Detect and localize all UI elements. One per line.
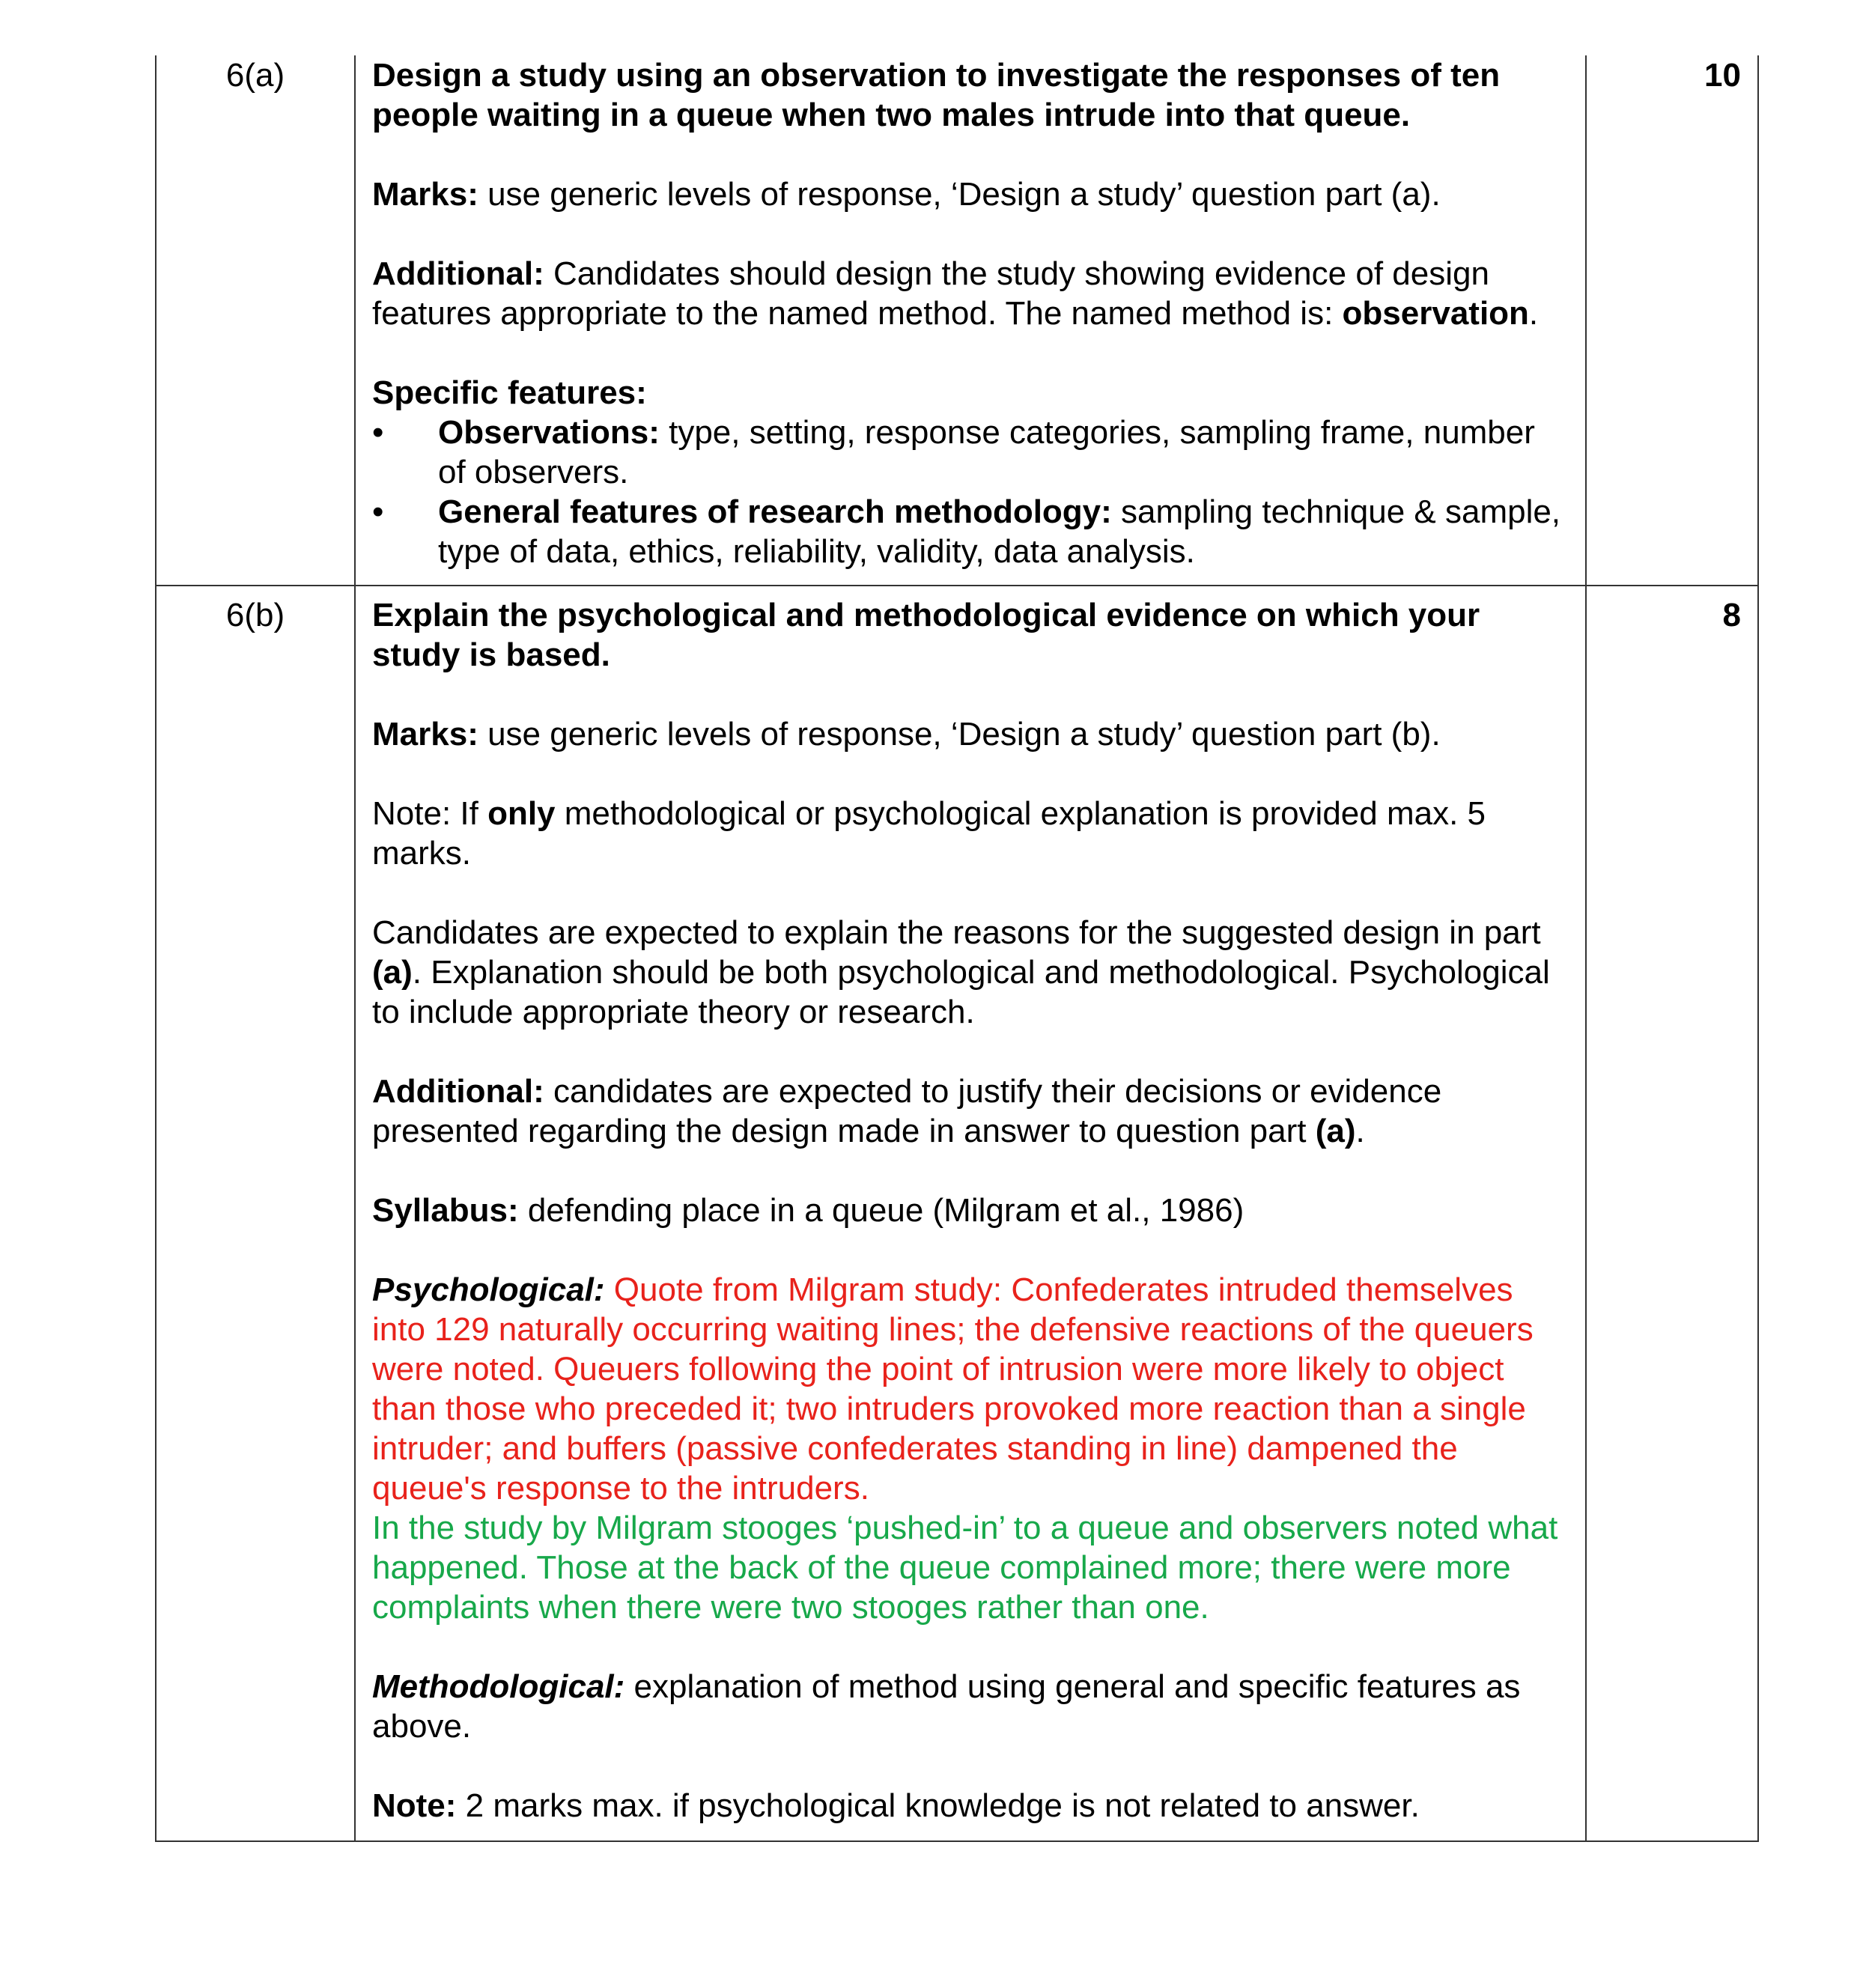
question-number: 6(b): [156, 586, 355, 1841]
psychological-evidence: Psychological: Quote from Milgram study: Confederates intruded themselves into 129 naturally occurring waiting lines; the defensive reactions of the queuers were noted. Queuers following the point of intrusion were more likely to object than those who preceded it; two intruders provoked more reaction than a single intruder; and buffers (passive confederates standing in line) dampened the queue's response to the intruders.: [372, 1271, 1534, 1507]
candidates-expectation: Candidates are expected to explain the reasons for the suggested design in part (a). Explanation should be both psychological and methodological. Psychological to include appropriate theory or research.: [372, 914, 1550, 1030]
mark-scheme-table: [155, 55, 1759, 1842]
syllabus-reference: Syllabus: defending place in a queue (Milgram et al., 1986): [372, 1192, 1244, 1229]
marks-guidance: Marks: use generic levels of response, ‘Design a study’ question part (b).: [372, 716, 1441, 753]
marks-value: 10: [1586, 55, 1758, 586]
bullet-icon: •: [372, 493, 384, 530]
psychological-evidence-summary: In the study by Milgram stooges ‘pushed-in’ to a queue and observers noted what happened. Those at the back of the queue complained more; there were more complaints when there were two stooges rather than one.: [372, 1510, 1558, 1626]
note-max-marks: Note: 2 marks max. if psychological knowledge is not related to answer.: [372, 1787, 1420, 1824]
question-text: Explain the psychological and methodological evidence on which your study is based.: [372, 597, 1480, 673]
methodological-evidence: Methodological: explanation of method using general and specific features as above.: [372, 1668, 1521, 1745]
answer-cell: [355, 55, 1586, 586]
specific-features-heading: Specific features:: [372, 374, 647, 411]
marks-guidance: Marks: use generic levels of response, ‘Design a study’ question part (a).: [372, 176, 1441, 213]
bullet-icon: •: [372, 414, 384, 451]
answer-cell: [355, 586, 1586, 1841]
question-text: Design a study using an observation to investigate the responses of ten people waiting in a queue when two males intrude into that queue.: [372, 57, 1501, 133]
question-number: 6(a): [156, 55, 355, 586]
marks-value: 8: [1586, 586, 1758, 1841]
table-row-6b: [156, 586, 1758, 1841]
list-item: • General features of research methodology: sampling technique & sample, type of data, ethics, reliability, validity, data analysis.: [372, 493, 1561, 570]
additional-guidance: Additional: candidates are expected to justify their decisions or evidence presented regarding the design made in answer to question part (a).: [372, 1073, 1442, 1149]
list-item: • Observations: type, setting, response categories, sampling frame, number of observers.: [372, 414, 1535, 490]
specific-features-list: [372, 413, 1570, 571]
table-row-6a: [156, 55, 1758, 586]
additional-guidance: Additional: Candidates should design the study showing evidence of design features appropriate to the named method. The named method is: observation.: [372, 255, 1539, 332]
note-only-one-explanation: Note: If only methodological or psychological explanation is provided max. 5 marks.: [372, 795, 1486, 872]
